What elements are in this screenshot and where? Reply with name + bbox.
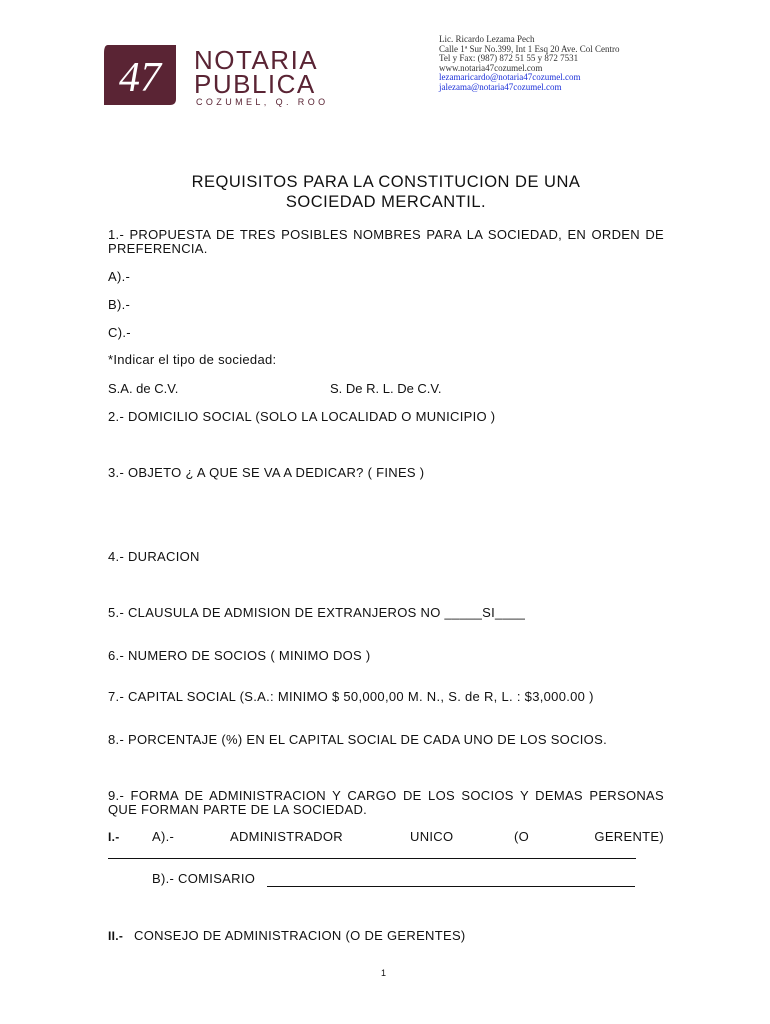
admin-a-label: A).- xyxy=(152,829,175,844)
item-9: 9.- FORMA DE ADMINISTRACION Y CARGO DE LOS SOCIOS Y DEMAS PERSONAS QUE FORMAN PARTE DE LA SOCIEDAD. xyxy=(108,788,664,817)
admin-unico-blank-line[interactable] xyxy=(108,858,636,859)
tipo-srl: S. De R. L. De C.V. xyxy=(330,381,442,396)
item-6: 6.- NUMERO DE SOCIOS ( MINIMO DOS ) xyxy=(108,648,371,663)
option-b: B).- xyxy=(108,297,131,312)
notaria-logo xyxy=(104,45,334,113)
item-1: 1.- PROPUESTA DE TRES POSIBLES NOMBRES PARA LA SOCIEDAD, EN ORDEN DE PREFERENCIA. xyxy=(108,227,664,256)
item-5: 5.- CLAUSULA DE ADMISION DE EXTRANJEROS NO _____SI____ xyxy=(108,605,526,620)
comisario-blank-line[interactable] xyxy=(267,886,635,887)
logo-location: COZUMEL, Q. ROO xyxy=(196,97,329,107)
contact-address: Calle 1ª Sur No.399, Int 1 Esq 20 Ave. Col Centro xyxy=(439,43,620,54)
item-2: 2.- DOMICILIO SOCIAL (SOLO LA LOCALIDAD O MUNICIPIO ) xyxy=(108,409,496,424)
o-word: (O xyxy=(514,829,530,844)
contact-email-link-2[interactable]: jalezama@notaria47cozumel.com xyxy=(439,81,562,92)
logo-line-publica: PUBLICA xyxy=(194,69,316,99)
contact-phone: Tel y Fax: (987) 872 51 55 y 872 7531 xyxy=(439,53,579,63)
contact-web[interactable]: www.notaria47cozumel.com xyxy=(439,62,543,73)
admin-unico-row xyxy=(108,830,664,846)
unico-word: UNICO xyxy=(410,829,454,844)
contact-name: Lic. Ricardo Lezama Pech xyxy=(439,34,535,44)
tipo-sa: S.A. de C.V. xyxy=(108,381,179,396)
logo-mark-icon xyxy=(104,45,176,105)
administrador-word: ADMINISTRADOR xyxy=(230,829,343,844)
logo-line-notaria: NOTARIA xyxy=(194,45,319,75)
roman-one-label: I.- xyxy=(108,830,120,844)
consejo-label: CONSEJO DE ADMINISTRACION (O DE GERENTES) xyxy=(134,928,466,943)
contact-block xyxy=(439,35,620,92)
title-line-1: REQUISITOS PARA LA CONSTITUCION DE UNA xyxy=(191,173,581,191)
page-number: 1 xyxy=(381,968,387,978)
item-7: 7.- CAPITAL SOCIAL (S.A.: MINIMO $ 50,000,00 M. N., S. de R, L. : $3,000.00 ) xyxy=(108,689,594,704)
option-c: C).- xyxy=(108,325,131,340)
comisario-label: B).- COMISARIO xyxy=(152,871,256,886)
item-8: 8.- PORCENTAJE (%) EN EL CAPITAL SOCIAL DE CADA UNO DE LOS SOCIOS. xyxy=(108,732,607,747)
gerente-word: GERENTE) xyxy=(594,829,664,844)
document-title xyxy=(108,172,664,212)
contact-email-link-1[interactable]: lezamaricardo@notaria47cozumel.com xyxy=(439,72,581,82)
roman-two-label: II.- xyxy=(108,929,124,943)
item-3: 3.- OBJETO ¿ A QUE SE VA A DEDICAR? ( FINES ) xyxy=(108,465,425,480)
tipo-sociedad-options xyxy=(108,382,664,396)
option-a: A).- xyxy=(108,269,131,284)
title-line-2: SOCIEDAD MERCANTIL. xyxy=(285,193,487,211)
tipo-sociedad-note: *Indicar el tipo de sociedad: xyxy=(108,352,277,367)
consejo-row xyxy=(108,929,664,945)
logo-number: 47 xyxy=(119,55,161,101)
item-4: 4.- DURACION xyxy=(108,549,200,564)
